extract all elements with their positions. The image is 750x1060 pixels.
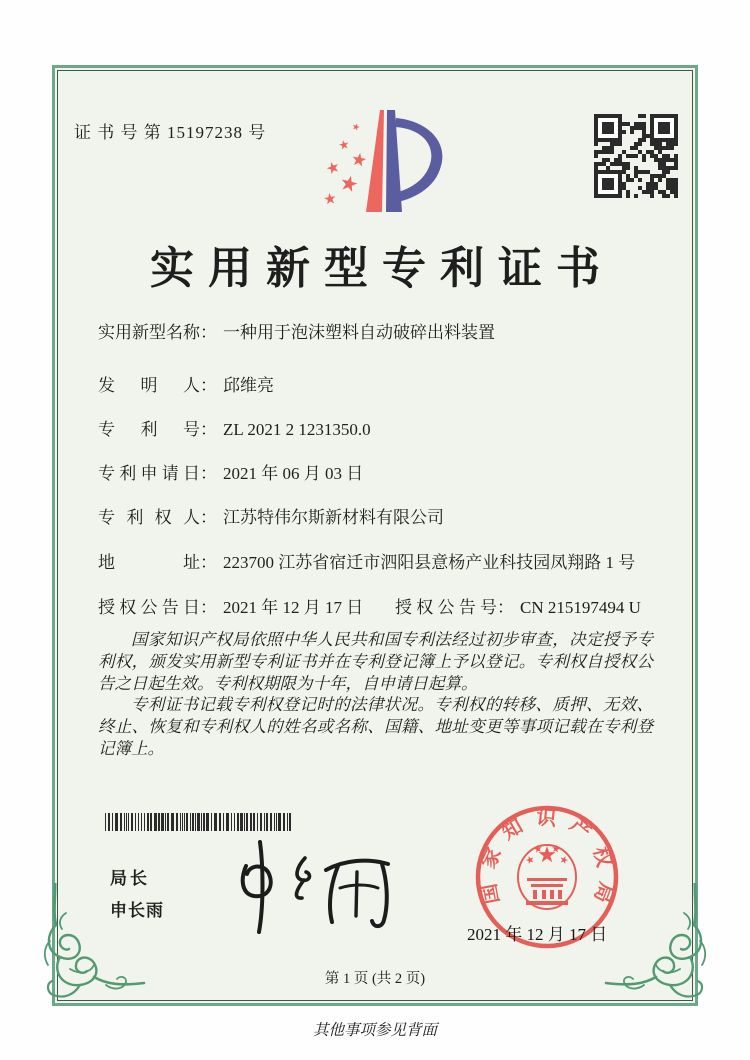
field-utility-model-name: 实用新型名称 ： 一种用于泡沫塑料自动破碎出料装置 (98, 323, 495, 342)
field-value: 一种用于泡沫塑料自动破碎出料装置 (223, 323, 495, 342)
field-value: 邱维亮 (223, 376, 274, 395)
field-label: 地址 (98, 553, 200, 572)
legal-paragraph-2: 专利证书记载专利权登记时的法律状况。专利权的转移、质押、无效、终止、恢复和专利权人的姓名或名称、国籍、地址变更等事项记载在专利登记簿上。 (98, 695, 653, 758)
qr-code (594, 114, 678, 198)
seal-date: 2021 年 12 月 17 日 (467, 925, 608, 944)
director-signature-icon (222, 836, 397, 940)
field-label: 专利权人 (98, 508, 200, 527)
field-address: 地址 ： 223700 江苏省宿迁市泗阳县意杨产业科技园凤翔路 1 号 (98, 553, 636, 572)
field-grant-date: 授权公告日 ： 2021 年 12 月 17 日 (98, 598, 364, 617)
field-patent-number: 专利号 ： ZL 2021 2 1231350.0 (98, 420, 371, 439)
field-value: 2021 年 06 月 03 日 (223, 464, 364, 483)
field-label: 专利号 (98, 420, 200, 439)
field-label: 发明人 (98, 376, 200, 395)
legal-text (98, 629, 653, 760)
field-value: ZL 2021 2 1231350.0 (223, 420, 371, 439)
page-number: 第 1 页 (共 2 页) (324, 971, 426, 987)
field-value: 223700 江苏省宿迁市泗阳县意杨产业科技园凤翔路 1 号 (223, 553, 636, 572)
national-emblem-icon (518, 844, 576, 909)
svg-text:国家知识产权局 (475, 806, 620, 917)
certificate-title: 实用新型专利证书 (150, 244, 614, 293)
field-label: 专利申请日 (98, 464, 200, 483)
corner-flourish-right-icon (604, 883, 714, 1015)
barcode (105, 813, 295, 831)
commissioner-title: 局长 (110, 869, 150, 888)
corner-flourish-left-icon (36, 883, 146, 1015)
field-inventor: 发明人 ： 邱维亮 (98, 376, 274, 395)
field-label: 实用新型名称 (98, 323, 200, 342)
seal-text: 国家知识产权局 (476, 806, 618, 917)
certificate-number: 证 书 号 第 15197238 号 (74, 123, 267, 142)
field-value: 江苏特伟尔斯新材料有限公司 (223, 508, 444, 527)
legal-paragraph-1: 国家知识产权局依照中华人民共和国专利法经过初步审查，决定授予专利权，颁发实用新型专利证书并在专利登记簿上予以登记。专利权自授权公告之日起生效。专利权期限为十年，自申请日起算。 (98, 630, 653, 693)
back-side-note: 其他事项参见背面 (312, 1022, 437, 1039)
field-patentee: 专利权人 ： 江苏特伟尔斯新材料有限公司 (98, 508, 444, 527)
field-filing-date: 专利申请日 ： 2021 年 06 月 03 日 (98, 464, 364, 483)
cnipa-logo-icon (300, 104, 458, 222)
commissioner-name: 申长雨 (110, 901, 164, 920)
field-grant-number: 授权公告号 ： CN 215197494 U (395, 598, 641, 617)
